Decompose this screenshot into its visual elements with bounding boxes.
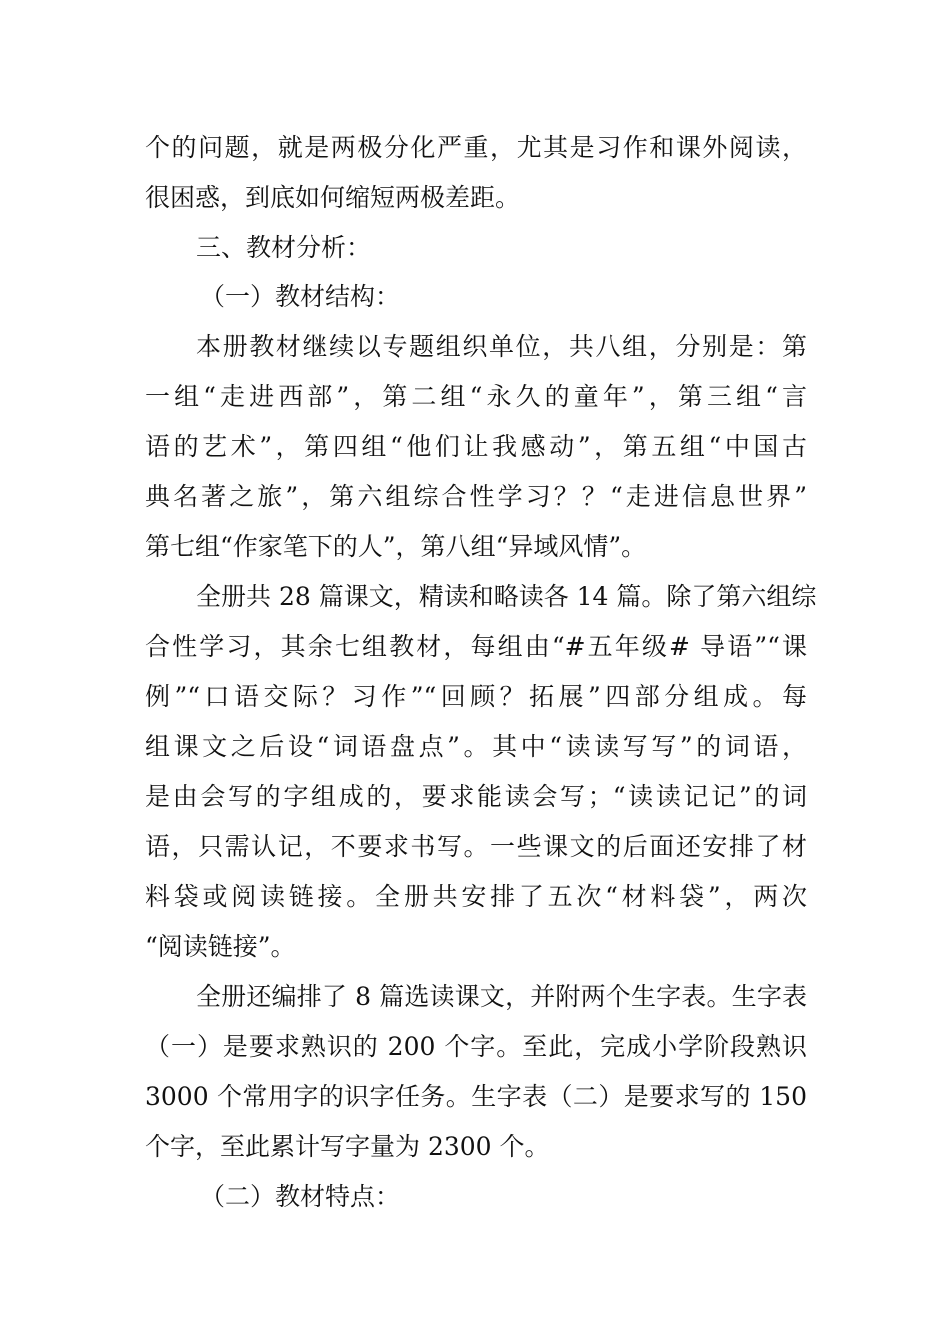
paragraph-line: 合性学习，其余七组教材，每组由“#五年级# 导语”“课 bbox=[145, 632, 807, 661]
paragraph-line: 组课文之后设“词语盘点”。其中“读读写写”的词语， bbox=[145, 732, 807, 761]
paragraph-line: 个的问题，就是两极分化严重，尤其是习作和课外阅读， bbox=[145, 133, 807, 162]
paragraph-line: 第七组“作家笔下的人”，第八组“异域风情”。 bbox=[145, 532, 647, 561]
subsection-heading: （二）教材特点： bbox=[200, 1182, 401, 1211]
paragraph-line: （一）是要求熟识的 200 个字。至此，完成小学阶段熟识 bbox=[145, 1032, 807, 1061]
paragraph-line: 本册教材继续以专题组织单位，共八组，分别是：第 bbox=[196, 332, 807, 361]
paragraph-line: 全册共 28 篇课文，精读和略读各 14 篇。除了第六组综 bbox=[196, 582, 817, 611]
subsection-heading: （一）教材结构： bbox=[200, 282, 401, 311]
paragraph-line: 是由会写的字组成的，要求能读会写；“读读记记”的词 bbox=[145, 782, 807, 811]
section-heading: 三、教材分析： bbox=[196, 233, 372, 262]
paragraph-line: 个字，至此累计写字量为 2300 个。 bbox=[145, 1132, 550, 1161]
paragraph-line: 语的艺术”，第四组“他们让我感动”，第五组“中国古 bbox=[145, 432, 807, 461]
paragraph-line: 料袋或阅读链接。全册共安排了五次“材料袋”，两次 bbox=[145, 882, 807, 911]
paragraph-line: 一组“走进西部”，第二组“永久的童年”，第三组“言 bbox=[145, 382, 807, 411]
paragraph-line: 很困惑，到底如何缩短两极差距。 bbox=[145, 183, 521, 212]
paragraph-line: 3000 个常用字的识字任务。生字表（二）是要求写的 150 bbox=[145, 1082, 807, 1111]
paragraph-line: 例”“口语交际？习作”“回顾？拓展”四部分组成。每 bbox=[145, 682, 807, 711]
paragraph-line: 语，只需认记，不要求书写。一些课文的后面还安排了材 bbox=[145, 832, 807, 861]
paragraph-line: 典名著之旅”，第六组综合性学习？？“走进信息世界” bbox=[145, 482, 807, 511]
paragraph-line: “阅读链接”。 bbox=[145, 932, 296, 961]
paragraph-line: 全册还编排了 8 篇选读课文，并附两个生字表。生字表 bbox=[196, 982, 807, 1011]
